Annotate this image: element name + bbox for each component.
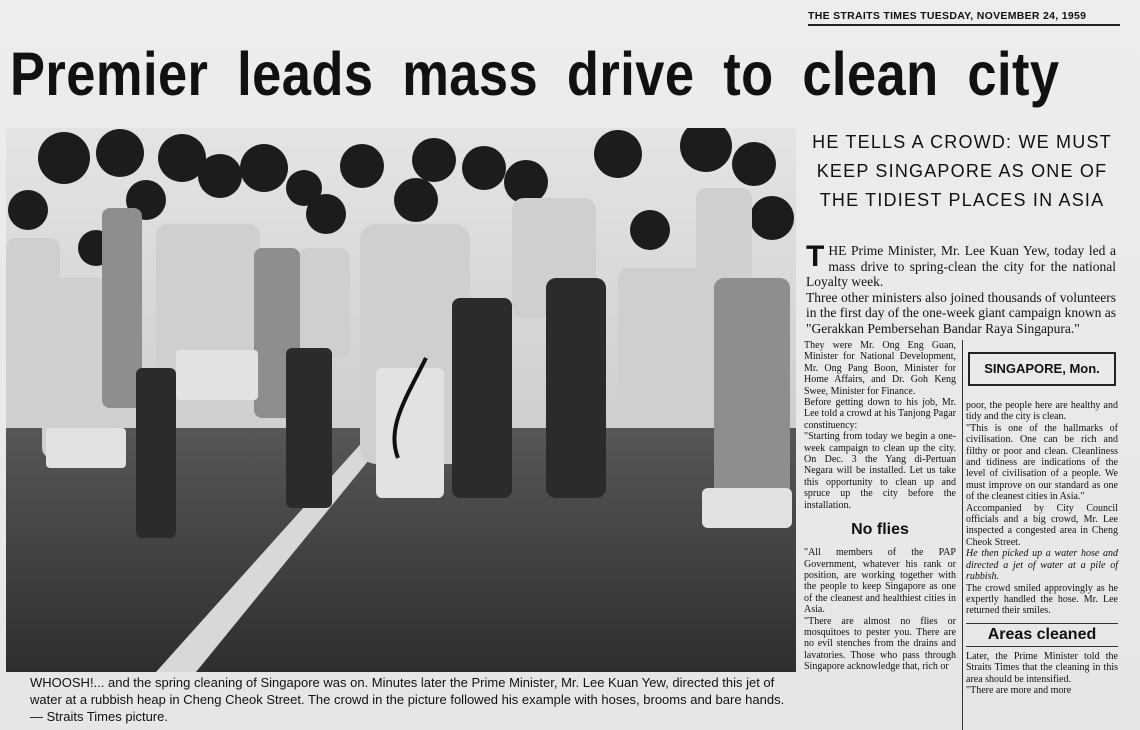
lead-paragraph-2: Three other ministers also joined thousands of volunteers in the first day of the one-week giant campaign known as "Gerakkan Pembersehan Bandar Raya Singapura." [806,289,1116,336]
dateline-box: SINGAPORE, Mon. [968,352,1116,386]
column-right-paragraph: "This is one of the hallmarks of civilisation. One can be rich and filthy or poor and clean. Cleanliness and tidiness are indications of the level of civilisation of a people. We must improve on our standard as one of the cleanest cities in Asia." [966,422,1118,503]
subhead-no-flies: No flies [851,521,909,539]
column-right-paragraph: Later, the Prime Minister told the Straits Times that the cleaning in this area should be intensified. [966,650,1118,685]
photo-crowd-scene [6,128,796,672]
lead-paragraphs [806,240,1116,336]
column-divider [962,340,963,730]
column-right-paragraph: Accompanied by City Council officials and a big crowd, Mr. Lee inspected a congested area in Cheng Cheok Street. [966,502,1118,548]
column-left-paragraph: "Starting from today we begin a one-week campaign to clean up the city. On Dec. 3 the Yang di-Pertuan Negara will be installed. Let us take this opportunity to clean up and spruce up the city before the installation. [804,431,956,511]
column-left-paragraph: "All members of the PAP Government, whatever his rank or position, are working together with the people to keep Singapore as one of the cleanest and healthiest cities in Asia. [804,547,956,616]
column-left-paragraph: Before getting down to his job, Mr. Lee told a crowd at his Tanjong Pagar constituency: [804,397,956,431]
lead-text-1: HE Prime Minister, Mr. Lee Kuan Yew, today led a mass drive to spring-clean the city for the national Loyalty week. [806,243,1116,289]
column-right-paragraph: The crowd smiled approvingly as he expertly handled the hose. Mr. Lee returned their smiles. [966,582,1118,617]
column-right-paragraph: poor, the people here are healthy and tidy and the city is clean. [966,400,1118,423]
deck-subheadline: HE TELLS A CROWD: WE MUST KEEP SINGAPORE AS ONE OF THE TIDIEST PLACES IN ASIA [812,132,1112,210]
article-column-right [966,400,1118,696]
column-left-paragraph: "There are almost no flies or mosquitoes to pester you. There are no evil stenches from the drains and lavatories. Those who pass through Singapore acknowledge that, rich or [804,615,956,673]
lead-paragraph-1 [806,240,1116,290]
column-right-paragraph: "There are more and more [966,684,1072,696]
column-left-paragraph: They were Mr. Ong Eng Guan, Minister for National Development, Mr. Ong Pang Boon, Minister for Home Affairs, and Dr. Goh Keng Swee, Minister for Finance. [804,340,956,397]
subhead-areas-cleaned: Areas cleaned [966,623,1118,647]
column-right-paragraph: He then picked up a water hose and directed a jet of water at a pile of rubbish. [966,548,1118,583]
photo-caption: WHOOSH!... and the spring cleaning of Singapore was on. Minutes later the Prime Minister, Mr. Lee Kuan Yew, directed this jet of water at a rubbish heap in Cheng Cheok Street. The crowd in the picture followed his example with hoses, brooms and bare hands. — Straits Times picture. [30,675,785,724]
drop-cap: T [806,240,825,273]
headline: Premier leads mass drive to clean city [10,40,1060,108]
article-column-left [804,340,956,673]
masthead: THE STRAITS TIMES TUESDAY, NOVEMBER 24, 1959 [808,10,1120,26]
news-photograph [6,128,796,672]
